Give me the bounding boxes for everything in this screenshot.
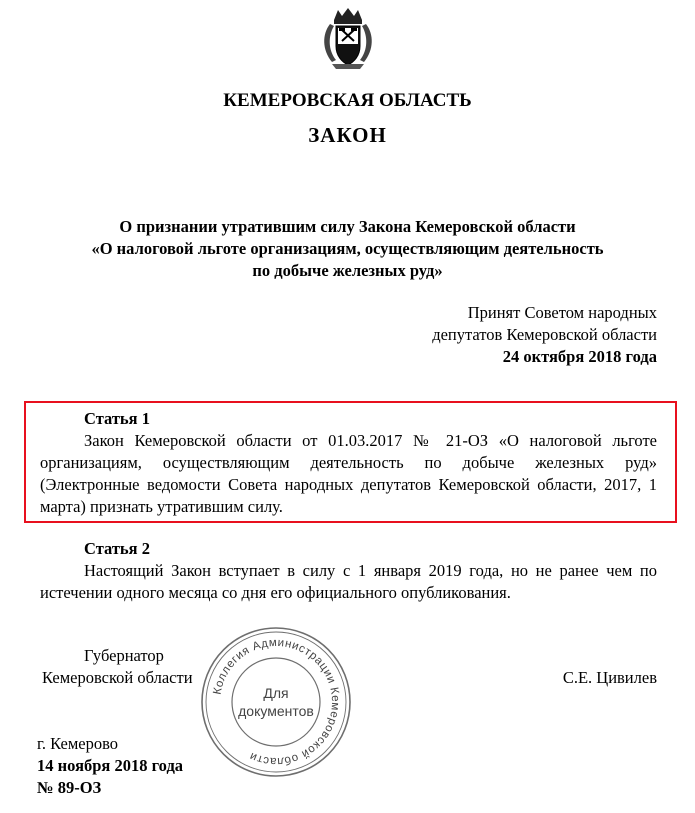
law-title-line: О признании утратившим силу Закона Кемеровской области [119, 217, 576, 236]
stamp-center-line2: документов [238, 703, 314, 719]
region-heading: КЕМЕРОВСКАЯ ОБЛАСТЬ [223, 90, 472, 111]
document-type-heading: ЗАКОН [308, 123, 387, 147]
signatory-name: С.Е. Цивилев [562, 668, 657, 687]
article-2-text: Настоящий Закон вступает в силу с 1 января 2019 года, но не ранее чем по истечении одного месяца со дня его официального опубликования. [40, 561, 657, 602]
signing-date: 14 ноября 2018 года [37, 756, 184, 775]
law-title-line: по добыче железных руд» [252, 261, 443, 280]
article-1-heading: Статья 1 [84, 409, 150, 428]
article-2-heading: Статья 2 [84, 539, 150, 558]
law-title-line: «О налоговой льготе организациям, осуществляющим деятельность [91, 239, 604, 258]
article-1 [40, 408, 657, 518]
adoption-block [432, 302, 657, 368]
city: г. Кемерово [37, 734, 119, 753]
stamp-ring-text: Коллегия Администрации Кемеровской области [211, 636, 342, 768]
signatory-position-line1: Губернатор [84, 646, 164, 665]
coat-of-arms-icon [320, 6, 376, 70]
adoption-line: депутатов Кемеровской области [432, 325, 657, 344]
adoption-date: 24 октября 2018 года [502, 347, 657, 366]
law-title [30, 216, 665, 282]
adoption-line: Принят Советом народных [467, 303, 657, 322]
signatory-position-line2: Кемеровской области [42, 668, 193, 687]
article-1-text: Закон Кемеровской области от 01.03.2017 № 21-ОЗ «О налоговой льготе организациям, осуществляющим деятельность по добыче железных руд» (Электронные ведомости Совета народных депутатов Кемеровской области, 2017, 1 марта) признать утратившим силу. [40, 431, 657, 516]
stamp-center-line1: Для [263, 685, 289, 701]
article-2 [40, 538, 657, 604]
svg-text:Коллегия Администрации Кемеров [211, 637, 341, 767]
official-stamp [198, 624, 354, 780]
law-number: № 89-ОЗ [37, 778, 102, 797]
